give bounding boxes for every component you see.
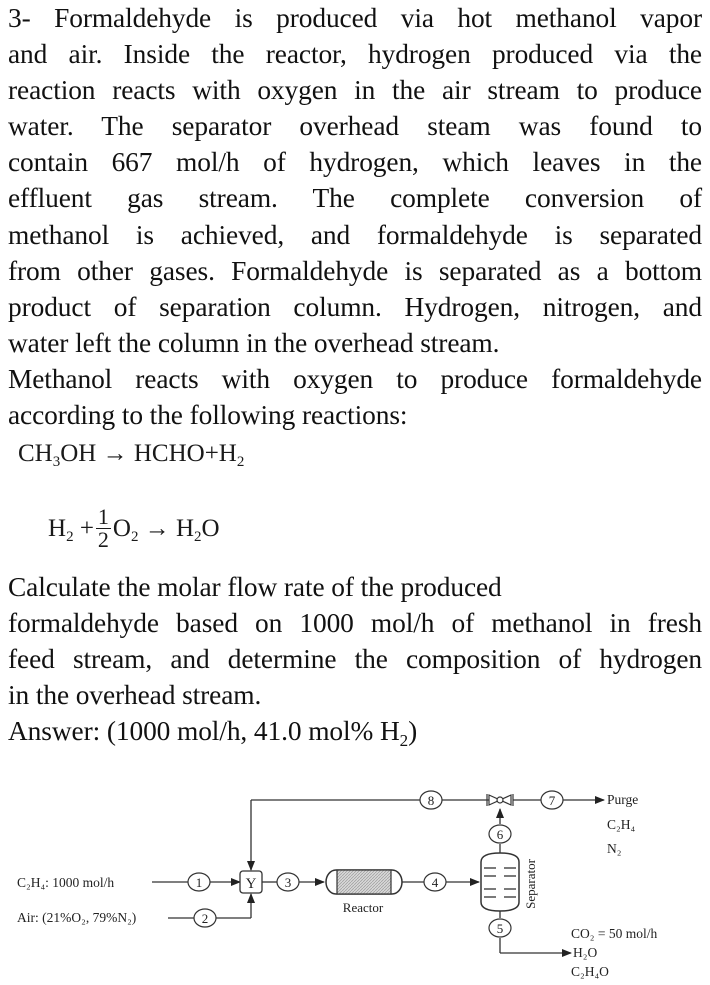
eq-operator: + — [79, 515, 94, 543]
separator-label: Separator — [523, 859, 538, 909]
fraction-denominator: 2 — [97, 527, 109, 552]
stream-number-6: 6 — [496, 827, 504, 842]
arrow-icon: → — [144, 515, 170, 543]
reactor-label: Reactor — [342, 900, 384, 915]
problem-line: water left the column in the overhead stream. — [8, 327, 500, 358]
eq-subscript: 2 — [194, 529, 202, 546]
reactor — [326, 870, 402, 915]
eq-term: O — [201, 515, 220, 543]
arrow-icon: → — [102, 440, 128, 467]
problem-line: 3- Formaldehyde is produced via hot methanol vapor — [8, 3, 702, 33]
problem-line: contain 667 mol/h of hydrogen, which leaves in the — [8, 147, 702, 178]
separator — [481, 853, 538, 911]
eq-subscript: 2 — [66, 529, 74, 546]
purge-label: Purge — [607, 792, 639, 807]
eq-term: H — [175, 515, 195, 543]
bottoms-component: H₂O — [573, 945, 598, 960]
answer-text: Answer: (1000 mol/h, 41.0 mol% H — [8, 716, 400, 747]
problem-line: effluent gas stream. The complete conversion of — [8, 183, 702, 214]
stream-number-5: 5 — [496, 921, 504, 936]
stream-number-1: 1 — [195, 875, 203, 890]
mixer-symbol: Y — [245, 876, 257, 892]
mixer — [240, 871, 262, 893]
problem-line: from other gases. Formaldehyde is separated as a bottom — [8, 255, 702, 286]
stream-number-4: 4 — [431, 875, 439, 890]
problem-line: and air. Inside the reactor, hydrogen produced via the — [8, 39, 702, 70]
problem-line: methanol is achieved, and formaldehyde is separated — [8, 219, 702, 250]
eq-term: H — [218, 440, 237, 467]
eq-subscript: 2 — [130, 529, 139, 546]
problem-line: product of separation column. Hydrogen, nitrogen, and — [8, 291, 702, 322]
eq-term: O — [112, 515, 131, 543]
problem-line: water. The separator overhead steam was found to — [8, 111, 702, 142]
bottoms-component: C₂H₄O — [571, 964, 609, 979]
answer-subscript: 2 — [399, 731, 409, 751]
eq-term: CH — [18, 440, 53, 467]
eq-term: H — [48, 515, 67, 543]
question-line: Calculate the molar flow rate of the produced — [8, 572, 502, 602]
stream-number-7: 7 — [548, 793, 556, 808]
answer-text: ) — [408, 716, 418, 747]
question-line: in the overhead stream. — [8, 680, 262, 711]
purge-component: N₂ — [607, 841, 622, 856]
stream-number-3: 3 — [284, 875, 292, 890]
purge-valve — [487, 794, 513, 806]
eq-term: OH — [60, 440, 97, 467]
eq-subscript: 3 — [52, 454, 61, 470]
question-line: feed stream, and determine the composition of hydrogen — [8, 644, 702, 675]
eq-term: HCHO — [133, 440, 205, 467]
eq-subscript: 2 — [236, 454, 245, 470]
feed-2-label: Air: (21%O₂, 79%N₂) — [17, 910, 137, 925]
bottoms-component: CO₂ = 50 mol/h — [571, 926, 658, 941]
problem-line: Methanol reacts with oxygen to produce formaldehyde — [8, 363, 702, 394]
stream-number-2: 2 — [201, 911, 209, 926]
question-line: formaldehyde based on 1000 mol/h of methanol in fresh — [8, 608, 702, 639]
purge-component: C₂H₄ — [607, 817, 636, 832]
problem-line: according to the following reactions: — [8, 400, 408, 431]
feed-1-label: C₂H₄: 1000 mol/h — [17, 875, 115, 890]
stream-number-8: 8 — [427, 793, 435, 808]
fraction-numerator: 1 — [97, 504, 109, 529]
problem-line: reaction reacts with oxygen in the air stream to produce — [8, 75, 702, 106]
eq-operator: + — [204, 440, 219, 467]
